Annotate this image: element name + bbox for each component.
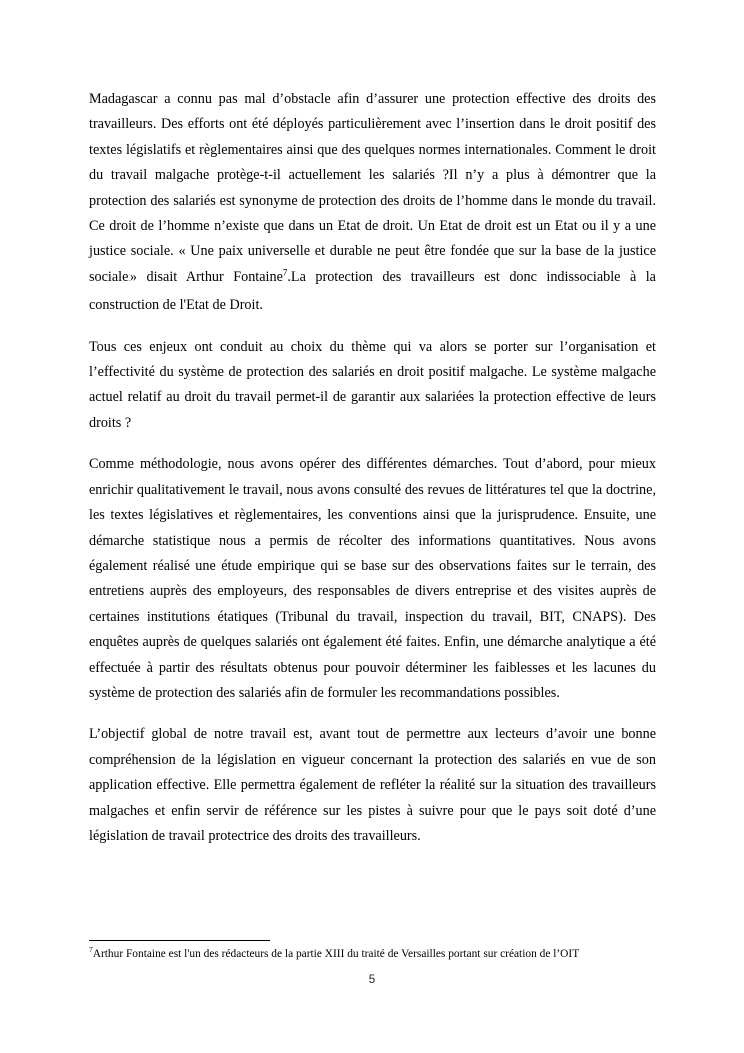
footnote-reference[interactable]: 7 bbox=[282, 267, 288, 278]
paragraph-1-quote-attribution: » disait Arthur Fontaine bbox=[129, 268, 283, 285]
paragraph-3: Comme méthodologie, nous avons opérer des différentes démarches. Tout d’abord, pour mieux enrichir qualitativement le travail, nous avons consulté des revues de littératures tel que la doctrine, les textes législatives et règlementaires, les conventions ainsi que la jurisprudence. Ensuite, une démarche statistique nous a permis de récolter des informations quantitatives. Nous avons également réalisé une étude empirique qui se base sur des observations faites sur le terrain, des entretiens auprès des employeurs, des responsables de divers entreprise et des visites auprès de certaines institutions étatiques (Tribunal du travail, inspection du travail, BIT, CNAPS). Des enquêtes auprès de quelques salariés ont également été faites. Enfin, une démarche analytique a été effectuée à partir des résultats obtenus pour pouvoir déterminer les faiblesses et les lacunes du système de protection des salariés afin de formuler les recommandations possibles. bbox=[89, 456, 656, 701]
footnote-number: 7 bbox=[89, 945, 93, 955]
paragraph-1 bbox=[89, 87, 656, 319]
paragraph-2: Tous ces enjeux ont conduit au choix du thème qui va alors se porter sur l’organisation et l’effectivité du système de protection des salariés en droit positif malgache. Le système malgache actuel relatif au droit du travail permet-il de garantir aux salariées la protection effective de leurs droits ? bbox=[89, 338, 656, 431]
footnote-separator bbox=[89, 940, 270, 941]
stray-dot: . bbox=[128, 276, 130, 283]
footnote-text: Arthur Fontaine est l'un des rédacteurs de la partie XIII du traité de Versailles portant sur création de l’OIT bbox=[92, 948, 580, 960]
footnote bbox=[89, 946, 689, 962]
paragraph-1-text: Madagascar a connu pas mal d’obstacle afin d’assurer une protection effective des droits des travailleurs. Des efforts ont été déployés particulièrement avec l’insertion dans le droit positif des textes législatifs et règlementaires ainsi que des quelques normes internationales. Comment le droit du travail malgache protège-t-il actuellement les salariés ?Il n’y a plus à démontrer que la protection des salariés est synonyme de protection des droits de l’homme dans le monde du travail. Ce droit de l’homme n’existe que dans un Etat de droit. Un Etat de droit est un Etat ou il y a une justice sociale. « Une paix universelle et durable ne peut être fondée que sur la base de la justice sociale bbox=[89, 91, 656, 285]
paragraph-4: L’objectif global de notre travail est, avant tout de permettre aux lecteurs d’avoir une bonne compréhension de la législation en vigueur concernant la protection des salariés en vue de son application effective. Elle permettra également de refléter la réalité sur la situation des travailleurs malgaches et enfin servir de référence sur les pistes à suivre pour que le pays soit doté d’une législation de travail protectrice des droits des travailleurs. bbox=[89, 726, 656, 844]
body-text bbox=[89, 87, 656, 865]
paragraph-1-conclusion: .La protection des travailleurs est donc indissociable à la construction de l'Etat de Droit. bbox=[89, 268, 656, 314]
page-number: 5 bbox=[368, 974, 376, 986]
